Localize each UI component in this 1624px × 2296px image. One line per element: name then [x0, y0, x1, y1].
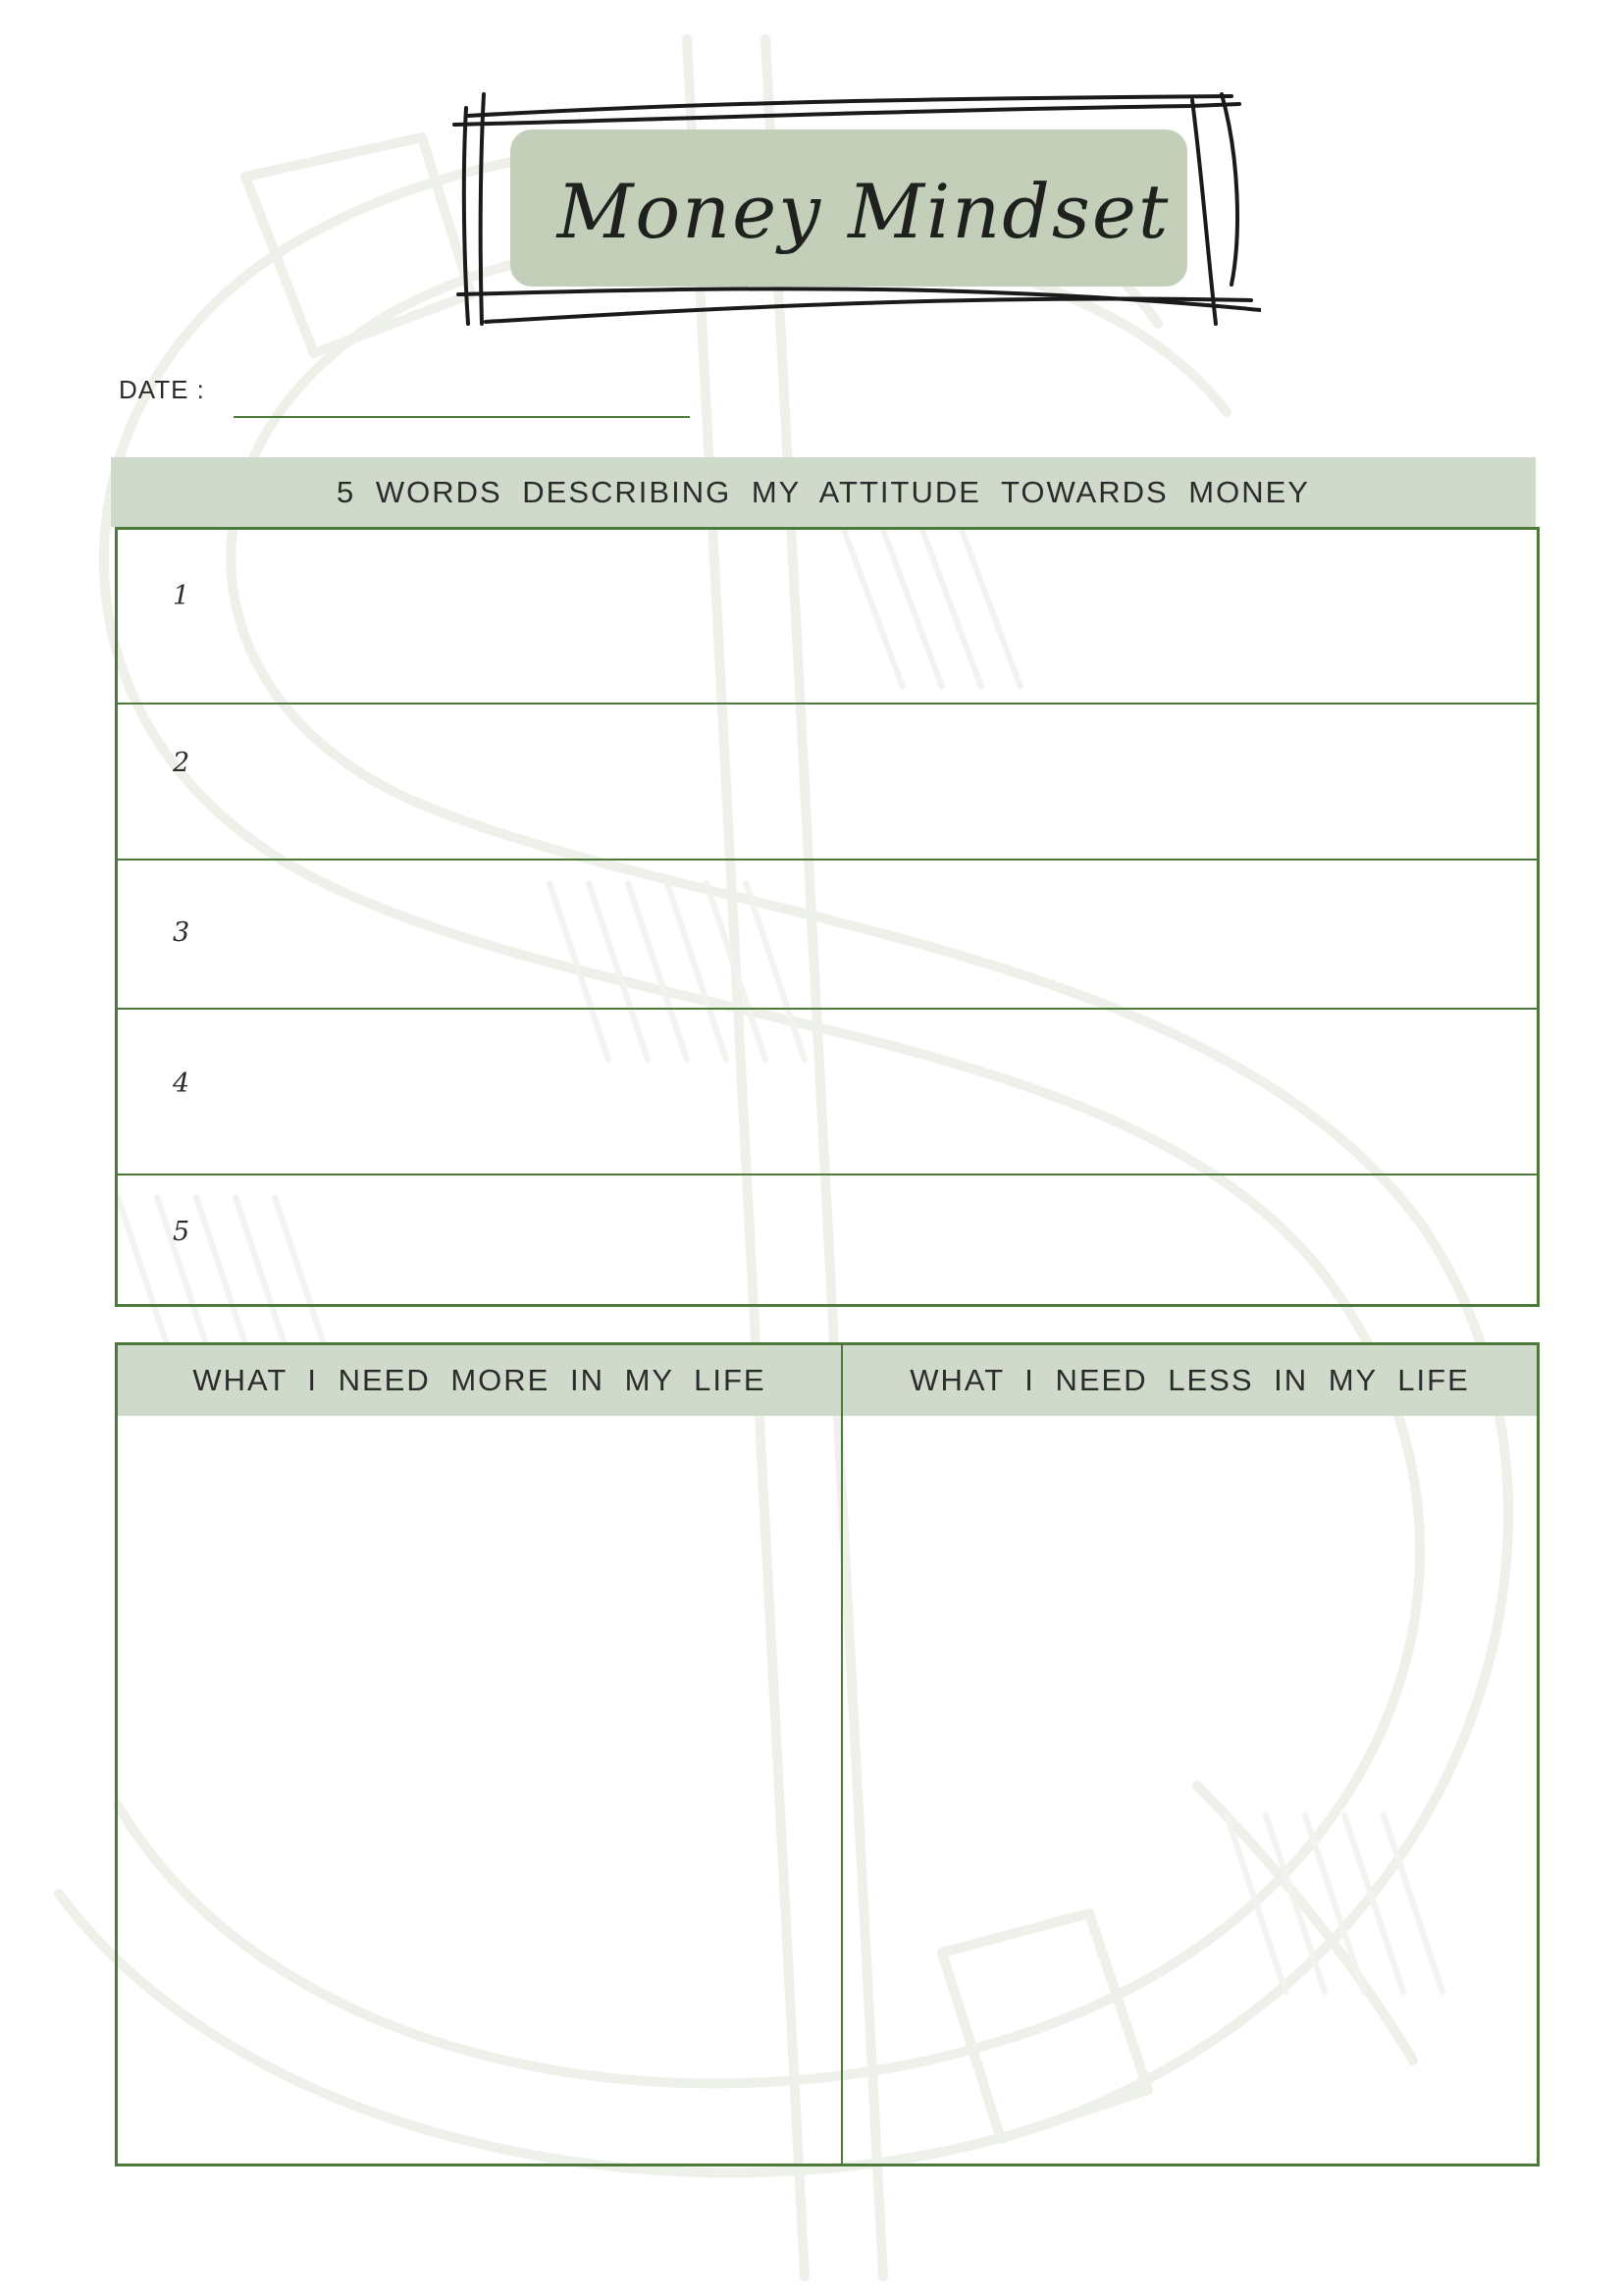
word-row-2[interactable] — [118, 704, 1537, 859]
title-block — [446, 88, 1261, 334]
row-number: 5 — [173, 1217, 190, 1247]
row-number: 3 — [173, 917, 190, 948]
need-less-writing-area[interactable] — [843, 1416, 1537, 2164]
word-row-3[interactable] — [118, 861, 1537, 1008]
date-label: DATE : — [119, 375, 205, 404]
need-more-heading: WHAT I NEED MORE IN MY LIFE — [118, 1345, 841, 1416]
word-row-4[interactable] — [118, 1010, 1537, 1174]
row-number: 1 — [173, 581, 190, 611]
page-title: Money Mindset — [556, 167, 1171, 255]
word-row-5[interactable] — [118, 1175, 1537, 1304]
row-number: 4 — [173, 1069, 190, 1099]
need-more-writing-area[interactable] — [118, 1416, 841, 2164]
date-field[interactable] — [234, 416, 690, 418]
words-table — [115, 527, 1540, 1307]
words-section-heading: 5 WORDS DESCRIBING MY ATTITUDE TOWARDS MONEY — [111, 457, 1536, 527]
needs-table — [115, 1342, 1540, 2166]
need-less-heading: WHAT I NEED LESS IN MY LIFE — [843, 1345, 1537, 1416]
row-number: 2 — [173, 748, 190, 778]
word-row-1[interactable] — [118, 530, 1537, 703]
